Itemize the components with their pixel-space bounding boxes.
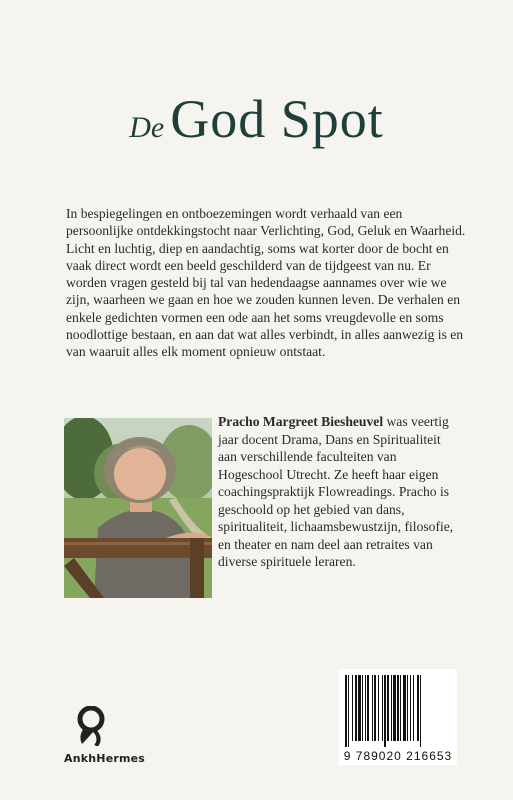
barcode-bar bbox=[374, 675, 376, 741]
barcode-bar bbox=[348, 675, 349, 747]
barcode-bar bbox=[355, 675, 357, 741]
barcode-bar bbox=[352, 675, 353, 741]
barcode-bar bbox=[345, 675, 347, 747]
barcode-bar bbox=[407, 675, 408, 741]
book-title bbox=[0, 88, 513, 150]
barcode-bar bbox=[410, 675, 411, 741]
title-main: God Spot bbox=[170, 89, 384, 149]
isbn-barcode bbox=[339, 669, 457, 765]
barcode-bar bbox=[391, 675, 392, 741]
barcode-bar bbox=[387, 675, 389, 741]
barcode-bar bbox=[420, 675, 421, 747]
author-bio bbox=[218, 413, 458, 571]
publisher-name: AnkhHermes bbox=[64, 752, 146, 765]
barcode-bar bbox=[393, 675, 396, 741]
author-name: Pracho Margreet Biesheuvel bbox=[218, 414, 384, 429]
barcode-bar bbox=[384, 675, 386, 747]
back-cover-blurb: In bespiegelingen en ontboezemingen wordt verhaald van een persoonlijke ontdekkingstocht naar Verlichting, God, Geluk en Waarheid. Licht en luchtig, diep en aandachtig, soms wat korter door de bocht en vaak direct wordt een beeld geschilderd van de tijdgeest van nu. Er worden vragen gesteld bij tal van hedendaagse aannames over wie we zijn, waarheen we gaan en hoe we zouden kunnen leven. De verhalen en enkele gedichten vormen een ode aan het soms vreugdevolle en soms noodlottige bestaan, en aan dat wat alles verbindt, in alles aanwezig is en van waaruit alles elk moment opnieuw ontstaat. bbox=[66, 206, 466, 360]
author-bio-text: was veertig jaar docent Drama, Dans en Spiritualiteit aan verschillende faculteiten van Hogeschool Utrecht. Ze heeft haar eigen coachingspraktijk Flowreadings. Pracho is geschoold op het gebied van dans, spiritualiteit, lichaamsbewustzijn, filosofie, en theater en nam deel aan retraites van diverse spirituele leraren. bbox=[218, 414, 454, 569]
barcode-bar bbox=[365, 675, 366, 741]
title-prefix: De bbox=[129, 111, 165, 144]
author-photo bbox=[64, 418, 212, 598]
publisher-logo bbox=[64, 706, 146, 765]
barcode-bar bbox=[372, 675, 373, 741]
barcode-bar bbox=[403, 675, 406, 741]
isbn-number: 9 789020 216653 bbox=[343, 749, 453, 763]
barcode-bar bbox=[397, 675, 399, 741]
barcode-bar bbox=[378, 675, 379, 741]
barcode-bar bbox=[358, 675, 361, 741]
barcode-bar bbox=[362, 675, 363, 741]
barcode-bar bbox=[400, 675, 401, 741]
barcode-bar bbox=[413, 675, 414, 741]
barcode-bar bbox=[417, 675, 419, 741]
barcode-bar bbox=[382, 675, 383, 741]
barcode-bar bbox=[367, 675, 369, 741]
ankh-logo-icon bbox=[74, 706, 108, 746]
